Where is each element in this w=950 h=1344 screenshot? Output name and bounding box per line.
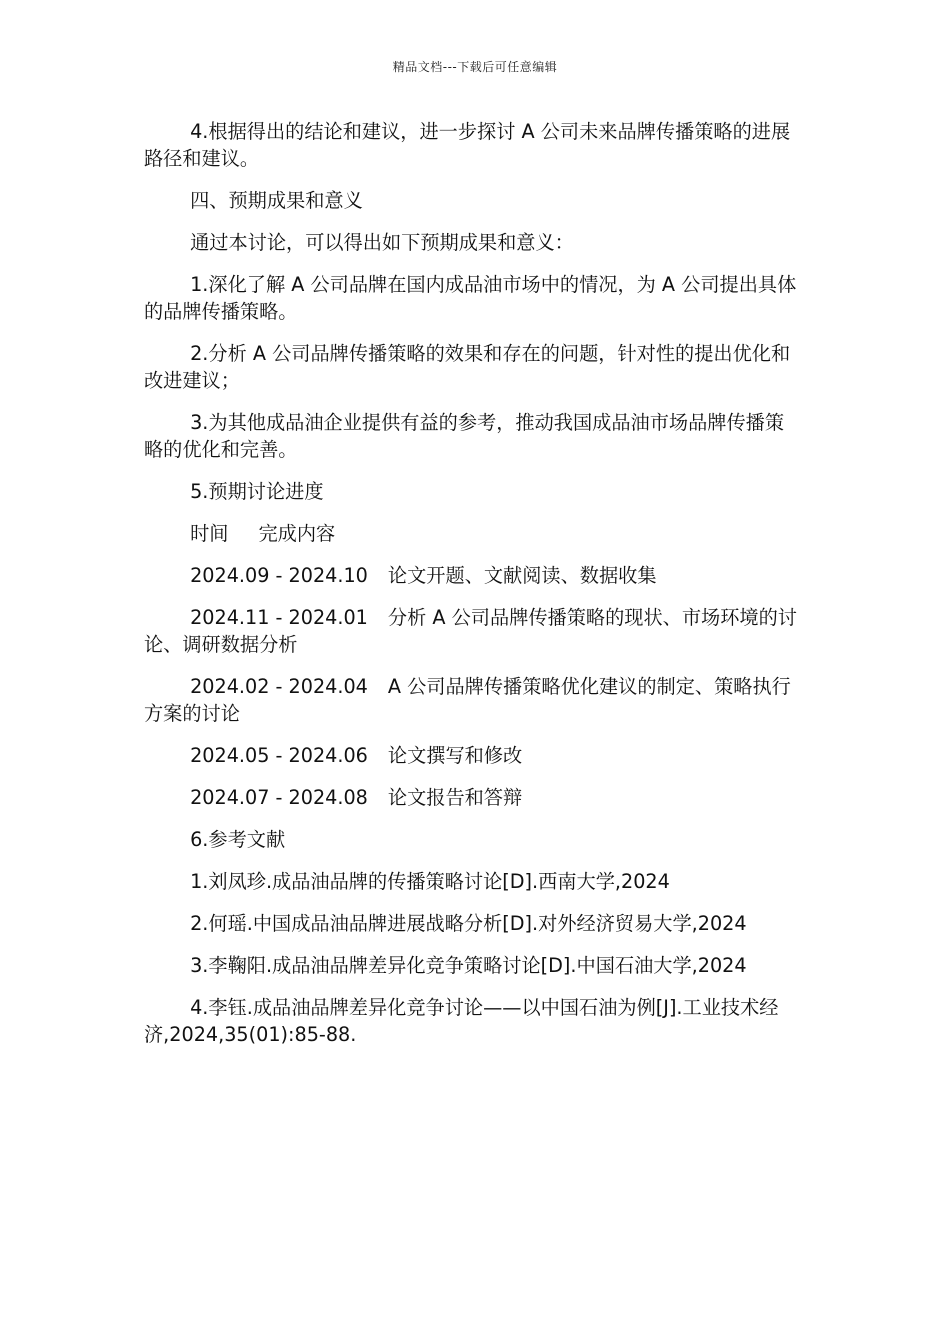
schedule-header-row	[144, 520, 800, 547]
section-heading-expected-results: 四、预期成果和意义	[190, 189, 363, 212]
schedule-row-time: 2024.05 - 2024.06	[190, 744, 368, 767]
schedule-row	[144, 784, 800, 811]
schedule-row	[144, 562, 800, 589]
section-heading-references: 6.参考文献	[190, 828, 286, 851]
schedule-col-time: 时间	[190, 522, 229, 545]
schedule-row-time: 2024.07 - 2024.08	[190, 786, 368, 809]
schedule-row-content: A 公司品牌传播策略优化建议的制定、策略执行方案的讨论	[144, 675, 791, 725]
paragraph-result-1: 1.深化了解 A 公司品牌在国内成品油市场中的情况，为 A 公司提出具体的品牌传播策略。	[144, 273, 797, 323]
schedule-row-content: 论文报告和答辩	[387, 786, 523, 809]
document-body	[144, 118, 800, 1063]
schedule-row-time: 2024.11 - 2024.01	[190, 606, 368, 629]
reference-item: 3.李鞠阳.成品油品牌差异化竞争策略讨论[D].中国石油大学,2024	[190, 954, 747, 977]
reference-item: 1.刘凤珍.成品油品牌的传播策略讨论[D].西南大学,2024	[190, 870, 670, 893]
paragraph-result-2: 2.分析 A 公司品牌传播策略的效果和存在的问题，针对性的提出优化和改进建议；	[144, 342, 791, 392]
schedule-row	[144, 673, 800, 727]
page-header: 精品文档---下载后可任意编辑	[392, 60, 558, 74]
schedule-row-content: 论文开题、文献阅读、数据收集	[387, 564, 657, 587]
paragraph-result-3: 3.为其他成品油企业提供有益的参考，推动我国成品油市场品牌传播策略的优化和完善。	[144, 411, 785, 461]
schedule-row-content: 分析 A 公司品牌传播策略的现状、市场环境的讨论、调研数据分析	[144, 606, 797, 656]
schedule-row	[144, 604, 800, 658]
paragraph-intro-results: 通过本讨论，可以得出如下预期成果和意义：	[190, 231, 574, 254]
section-heading-schedule: 5.预期讨论进度	[190, 480, 324, 503]
schedule-row-time: 2024.09 - 2024.10	[190, 564, 368, 587]
schedule-col-content: 完成内容	[258, 522, 336, 545]
reference-item: 2.何瑶.中国成品油品牌进展战略分析[D].对外经济贸易大学,2024	[190, 912, 747, 935]
schedule-row	[144, 742, 800, 769]
paragraph-step-4: 4.根据得出的结论和建议，进一步探讨 A 公司未来品牌传播策略的进展路径和建议。	[144, 120, 791, 170]
reference-item: 4.李钰.成品油品牌差异化竞争讨论——以中国石油为例[J].工业技术经济,2024,35(01):85-88.	[144, 996, 779, 1046]
schedule-row-content: 论文撰写和修改	[387, 744, 523, 767]
schedule-row-time: 2024.02 - 2024.04	[190, 675, 368, 698]
